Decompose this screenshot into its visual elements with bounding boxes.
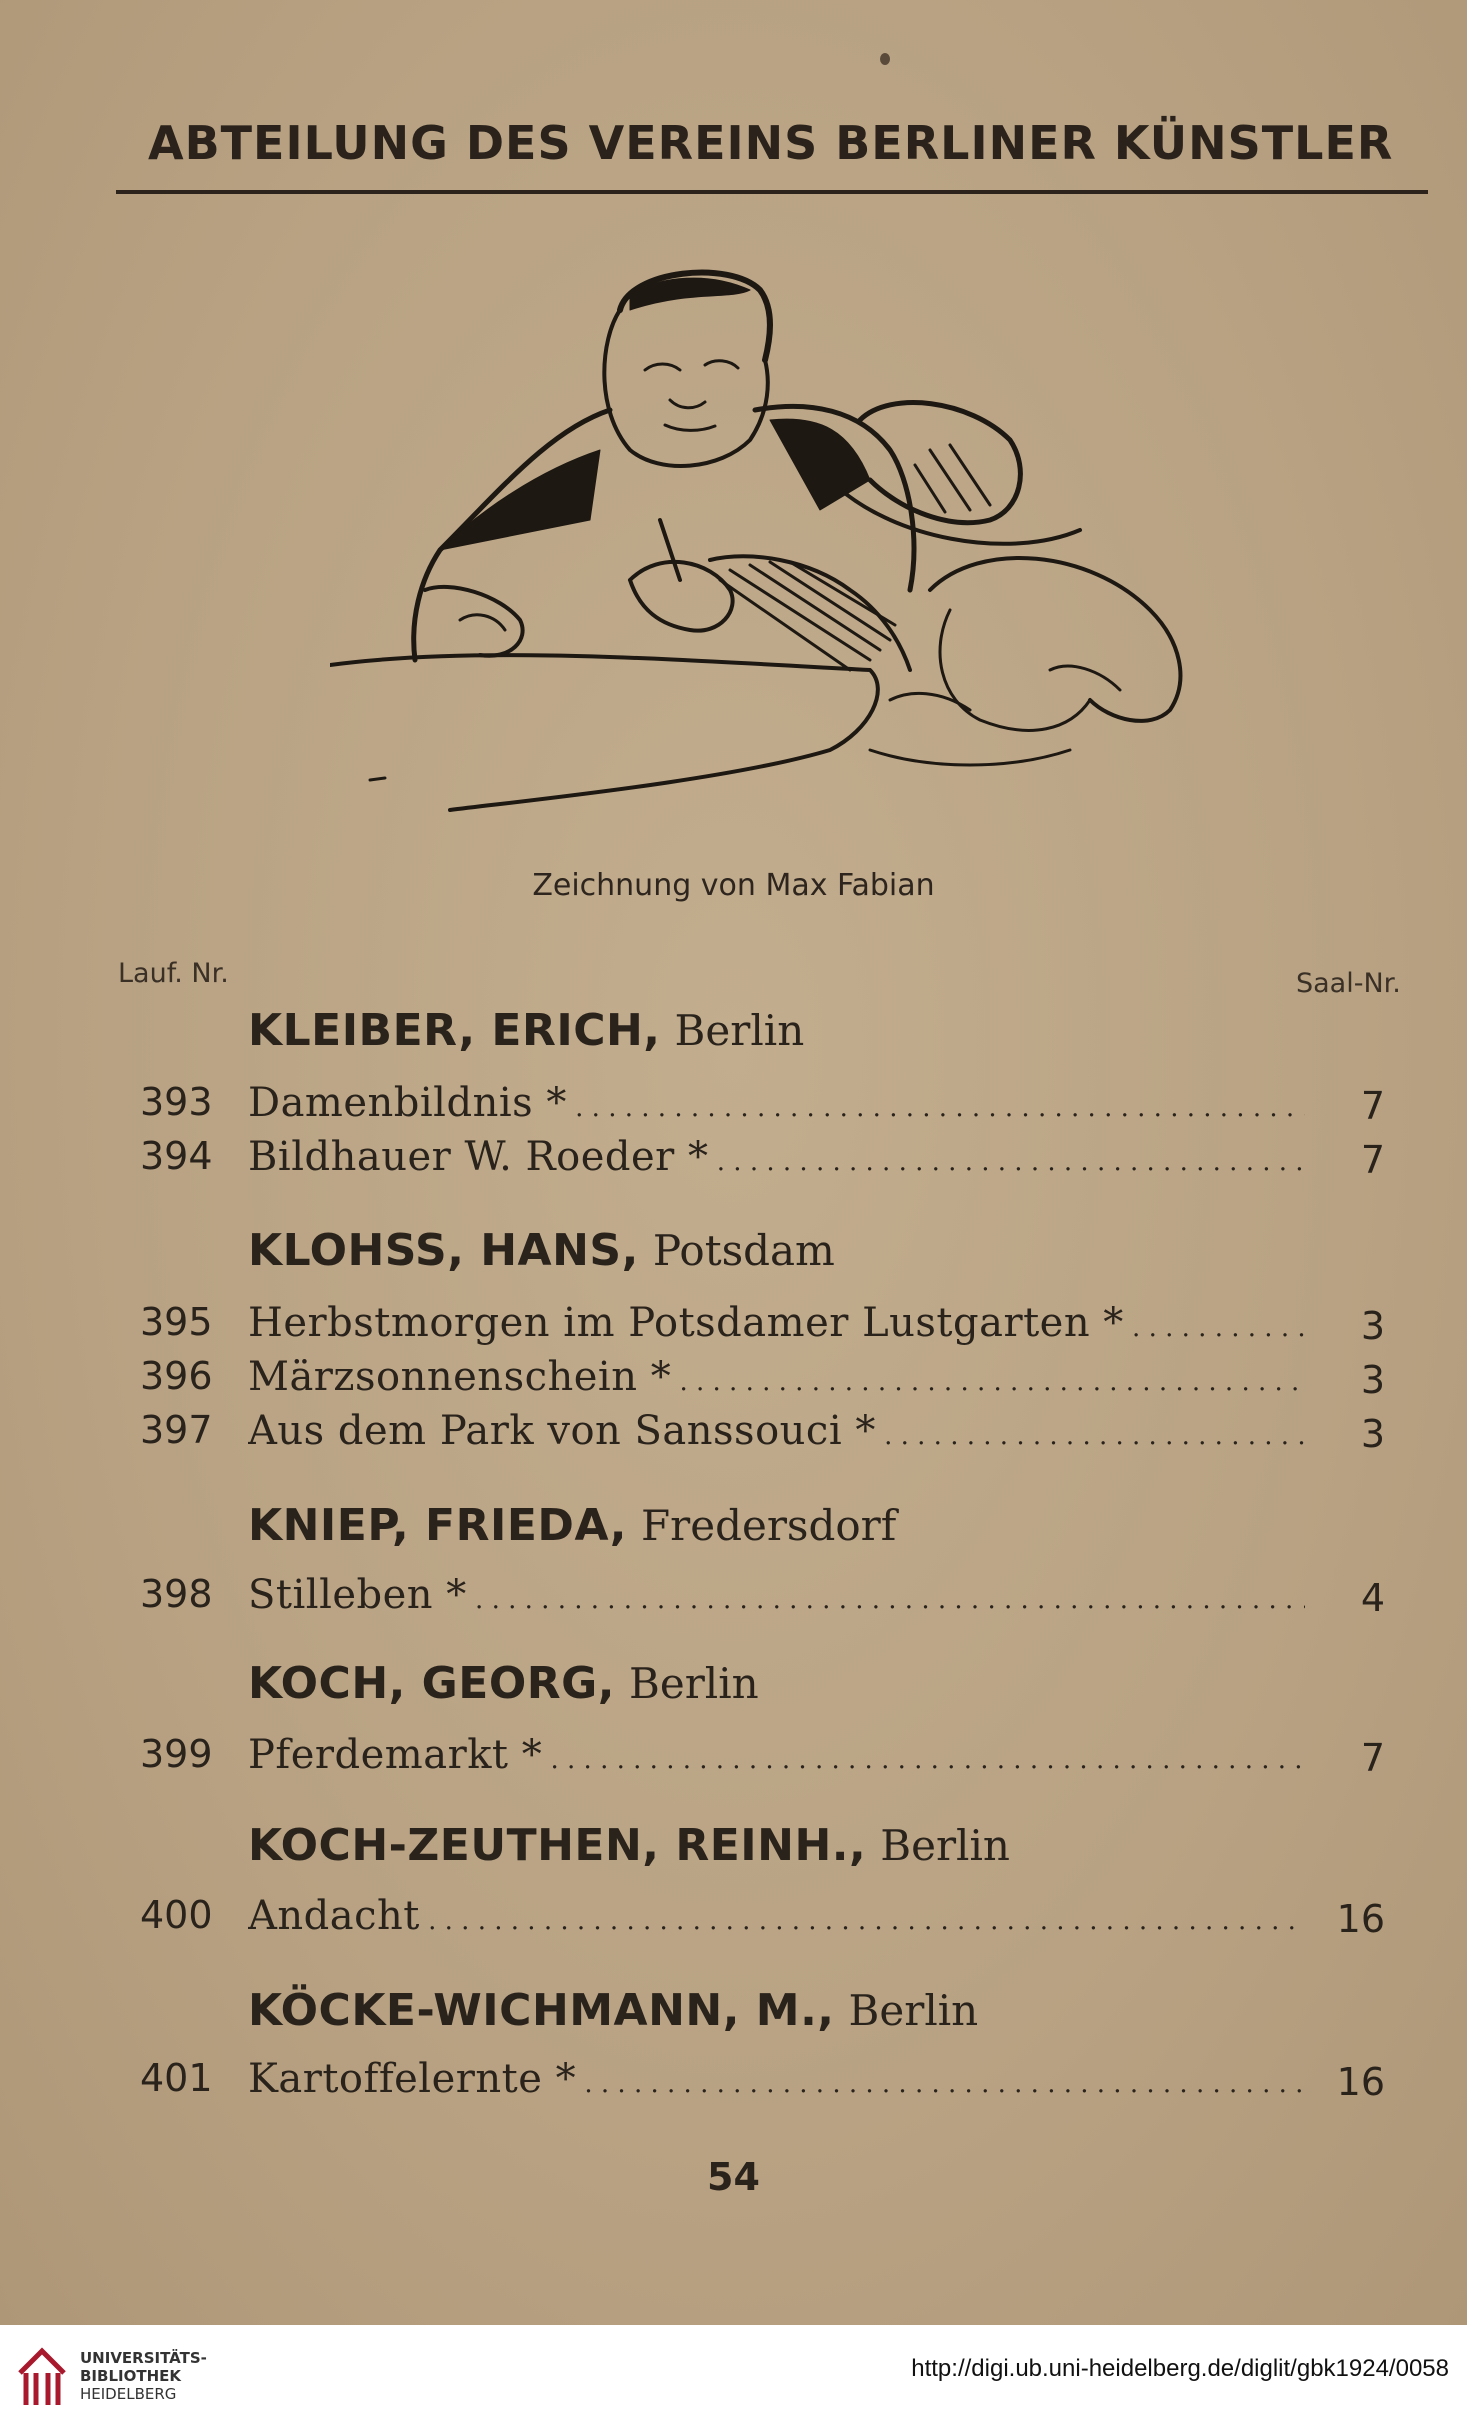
entry-number: 400 bbox=[140, 1893, 213, 1937]
page-number: 54 bbox=[707, 2155, 760, 2199]
digitization-footer bbox=[0, 2325, 1467, 2428]
artist-place: Berlin bbox=[674, 1006, 805, 1055]
artist-place: Berlin bbox=[628, 1659, 759, 1708]
sketch-drawing bbox=[330, 250, 1230, 850]
catalog-entry bbox=[140, 1134, 1385, 1190]
artist-heading bbox=[248, 1820, 1010, 1871]
catalog-entry bbox=[140, 1354, 1385, 1410]
artist-name: KNIEP, FRIEDA, bbox=[248, 1500, 628, 1551]
column-label-lauf-nr: Lauf. Nr. bbox=[118, 958, 229, 989]
artist-name: KOCH, GEORG, bbox=[248, 1658, 615, 1709]
column-label-saal-nr: Saal-Nr. bbox=[1296, 968, 1401, 999]
artist-heading bbox=[248, 1225, 835, 1276]
artist-place: Fredersdorf bbox=[641, 1501, 897, 1550]
entry-title: Märzsonnenschein * . . . bbox=[248, 1354, 1305, 1400]
entry-room: 7 bbox=[1360, 1138, 1385, 1182]
entry-number: 393 bbox=[140, 1080, 213, 1124]
entry-number: 396 bbox=[140, 1354, 213, 1398]
artist-place: Berlin bbox=[848, 1986, 979, 2035]
catalog-entry bbox=[140, 1300, 1385, 1356]
entry-room: 16 bbox=[1336, 1897, 1385, 1941]
entry-title: Damenbildnis * . . . bbox=[248, 1080, 1305, 1126]
artist-place: Berlin bbox=[880, 1821, 1010, 1870]
entry-number: 394 bbox=[140, 1134, 213, 1178]
artist-heading bbox=[248, 1985, 978, 2036]
source-url-link[interactable]: http://digi.ub.uni-heidelberg.de/diglit/gbk1924/0058 bbox=[911, 2355, 1449, 2382]
entry-title: Pferdemarkt * . . . bbox=[248, 1732, 1305, 1778]
entry-room: 3 bbox=[1360, 1358, 1385, 1402]
catalog-entry bbox=[140, 1893, 1385, 1949]
head-rule bbox=[116, 190, 1428, 194]
entry-room: 7 bbox=[1360, 1084, 1385, 1128]
ink-dot bbox=[880, 53, 890, 65]
artist-heading bbox=[248, 1658, 759, 1709]
entry-title: Stilleben * . . . bbox=[248, 1572, 1305, 1618]
entry-title: Bildhauer W. Roeder * . . . bbox=[248, 1134, 1305, 1180]
entry-title: Herbstmorgen im Potsdamer Lustgarten * . . . bbox=[248, 1300, 1305, 1346]
library-name-line: BIBLIOTHEK bbox=[80, 2367, 181, 2385]
artist-place: Potsdam bbox=[652, 1226, 835, 1275]
catalog-entry bbox=[140, 2056, 1385, 2112]
running-head: ABTEILUNG DES VEREINS BERLINER KÜNSTLER bbox=[148, 116, 1394, 170]
entry-title: Andacht . . . bbox=[248, 1893, 1305, 1939]
entry-room: 3 bbox=[1360, 1304, 1385, 1348]
catalog-entry bbox=[140, 1732, 1385, 1788]
entry-number: 398 bbox=[140, 1572, 213, 1616]
artist-name: KÖCKE-WICHMANN, M., bbox=[248, 1985, 835, 2036]
catalog-entry bbox=[140, 1080, 1385, 1136]
entry-title: Kartoffelernte * . . . bbox=[248, 2056, 1305, 2102]
artist-name: KLEIBER, ERICH, bbox=[248, 1005, 661, 1056]
library-name-line: HEIDELBERG bbox=[80, 2385, 177, 2403]
drawing-caption: Zeichnung von Max Fabian bbox=[532, 868, 935, 903]
entry-room: 7 bbox=[1360, 1736, 1385, 1780]
entry-number: 401 bbox=[140, 2056, 213, 2100]
entry-number: 399 bbox=[140, 1732, 213, 1776]
catalog-entry bbox=[140, 1572, 1385, 1628]
entry-room: 4 bbox=[1360, 1576, 1385, 1620]
entry-room: 16 bbox=[1336, 2060, 1385, 2104]
artist-name: KLOHSS, HANS, bbox=[248, 1225, 639, 1276]
entry-number: 395 bbox=[140, 1300, 213, 1344]
artist-heading bbox=[248, 1500, 896, 1551]
catalog-entry bbox=[140, 1408, 1385, 1464]
library-logo-icon bbox=[14, 2343, 70, 2411]
library-name bbox=[80, 2349, 207, 2403]
artist-name: KOCH-ZEUTHEN, REINH., bbox=[248, 1820, 867, 1871]
entry-number: 397 bbox=[140, 1408, 213, 1452]
artist-heading bbox=[248, 1005, 804, 1056]
entry-room: 3 bbox=[1360, 1412, 1385, 1456]
entry-title: Aus dem Park von Sanssouci * . . . bbox=[248, 1408, 1305, 1454]
library-name-line: UNIVERSITÄTS- bbox=[80, 2349, 207, 2367]
